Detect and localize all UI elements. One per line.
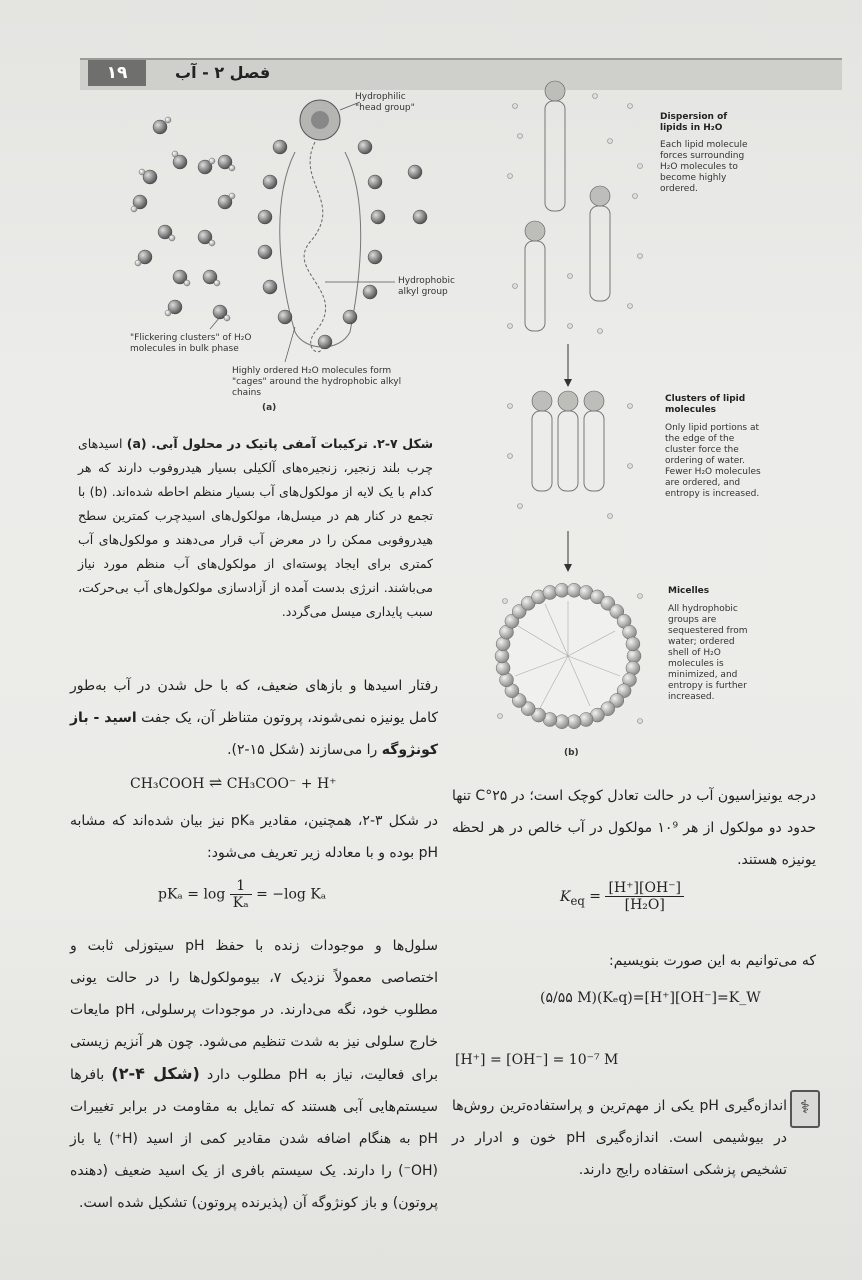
left-p3-text: سلول‌ها و موجودات زنده با حفظ pH سیتوزلی ثابت و اختصاصی معمولاً نزدیک ۷، بیومولکول‌ها را در حالت یونی مطلوب خود، نگه می‌دارند. در موجودات پرسلولی، pH مایعات خارج سلولی نیز به شدت تنظیم می‌شود. چون هر آنزیم زیستی برای فعالیت، نیاز به pH مطلوب دارد: [70, 938, 439, 1083]
clusters-text: Only lipid portions at the edge of the cluster force the ordering of water. Fewer H₂O molecules are ordered, and entropy is increased.: [665, 423, 761, 499]
dispersion-title: Dispersion of lipids in H₂O: [660, 112, 728, 133]
chapter-title: فصل ۲ - آب: [175, 63, 271, 82]
eq2-fraction: [230, 878, 252, 911]
left-paragraph-2: در شکل ۳-۲، همچنین، مقادیر pKₐ نیز بیان شده‌اند که مشابه pH بوده و با معادله زیر تعریف می‌شود:: [70, 813, 439, 861]
eq1-left: CH₃COOH: [130, 776, 205, 792]
figure-b: [490, 76, 840, 766]
left-p1-bold: اسید - باز کونژوگه: [70, 710, 438, 758]
right-paragraph-1: درجه یونیزاسیون آب در حالت تعادل کوچک است؛ در ۲۵°C تنها حدود دو مولکول از هر ۱۰⁹ مولکول در آب خالص در هر لحظه یونیزه هستند.: [452, 788, 816, 868]
equation-pka: [158, 878, 326, 911]
figure-caption: [78, 432, 433, 624]
micelle-head-group: [579, 713, 593, 727]
label-alkyl-group: Hydrophobic alkyl group: [398, 276, 455, 297]
equation-keq: $K_{eq}$ = $\frac{[H^+][OH^-]}{\text{[H₂O]}}$: [560, 880, 684, 913]
left-p3-bold: (شکل ۴-۲): [111, 1064, 200, 1083]
keq-sub: eq: [570, 893, 585, 908]
dispersion-text: Each lipid molecule forces surrounding H₂O molecules to become highly ordered.: [660, 140, 748, 194]
keq-symbol: [560, 888, 585, 908]
clusters-title: Clusters of lipid molecules: [665, 394, 746, 415]
micelle-head-group: [627, 649, 641, 663]
eq2-right: = −log Kₐ: [256, 886, 327, 903]
equation-acetic-acid: [130, 773, 337, 792]
right-paragraph-3: اندازه‌گیری pH یکی از مهم‌ترین و پراستفاده‌ترین روش‌ها در بیوشیمی است. اندازه‌گیری pH خون و ادرار در تشخیص پزشکی استفاده رایج دارند.: [452, 1098, 787, 1178]
caption-text: اسیدهای چرب بلند زنجیر، زنجیره‌های آلکیلی بسیار هیدروفوب دارند که هر کدام با یک لایه از مولکول‌های آب بسیار منظم احاطه شده‌اند. (b) با تجمع در کنار هم در میسل‌ها، مولکول‌های اسیدچرب کمترین سطح هیدروفوبی ممکن را در معرض آب قرار می‌دهند و مولکول‌های آب کمتری برای ایجاد پوسته‌ای از مولکول‌های آب منظم مورد نیاز می‌باشند. انرژی بدست آمده از آزادسازی مولکول‌های آب بی‌حرکت، سبب پایداری میسل می‌گردد.: [78, 436, 433, 619]
micelles-text: All hydrophobic groups are sequestered from water; ordered shell of H₂O molecules is minimized, and entropy is further increased.: [668, 604, 748, 702]
caduceus-icon: ⚕: [790, 1090, 820, 1128]
label-flickering-clusters: "Flickering clusters" of H₂O molecules in bulk phase: [130, 333, 252, 354]
micelle-head-group: [626, 637, 640, 651]
figure-a: [120, 92, 460, 417]
micelle-head-group: [555, 583, 569, 597]
micelle-head-group: [543, 586, 557, 600]
eq1-right: CH₃COO⁻ + H⁺: [226, 776, 337, 792]
panel-a-label: (a): [262, 403, 277, 413]
left-p1-end: را می‌سازند (شکل ۱۵-۲).: [227, 742, 382, 758]
label-head-group: Hydrophilic "head group": [355, 92, 415, 113]
micelle-head-group: [567, 715, 581, 729]
right-paragraph-2: که می‌توانیم به این صورت بنویسیم:: [609, 953, 816, 969]
label-cages: Highly ordered H₂O molecules form "cages" around the hydrophobic alkyl chains: [232, 366, 402, 398]
eq2-den: Kₐ: [232, 895, 249, 911]
left-p1-text: رفتار اسیدها و بازهای ضعیف، که با حل شدن در آب به‌طور کامل یونیزه نمی‌شوند، پروتون متناظر آن، یک جفت: [70, 678, 439, 726]
page-number: ۱۹: [88, 60, 146, 86]
left-paragraph-1: [70, 670, 438, 766]
caption-lead: شکل ۷-۲. ترکیبات آمفی پاتیک در محلول آبی. (a): [126, 436, 434, 451]
micelle-head-group: [555, 715, 569, 729]
keq-den: [H₂O]: [624, 897, 665, 913]
keq-fraction: [605, 880, 684, 913]
equation-neutral: [H⁺] = [OH⁻] = 10⁻⁷ M: [455, 1052, 619, 1068]
equation-kw: (۵/۵۵ M)(Kₑq)=[H⁺][OH⁻]=K_W: [540, 990, 761, 1006]
micelle-head-group: [495, 649, 509, 663]
left-paragraph-3: [70, 930, 438, 1219]
micelle-head-group: [567, 583, 581, 597]
eq2-left: pKₐ = log: [158, 886, 226, 903]
left-p3-end: بافرها سیستم‌هایی آبی هستند که تمایل به مقاومت در برابر تغییرات pH به هنگام اضافه شدن مقادیر کمی از اسید (H⁺) یا باز (OH⁻) را دارند. یک سیستم بافری از یک اسید ضعیف (دهنده پروتون) و باز کونژوگه آن (پذیرنده پروتون) تشکیل شده است.: [70, 1067, 438, 1211]
micelle-head-group: [496, 661, 510, 675]
equilibrium-arrow-icon: ⇌: [208, 773, 223, 792]
micelles-title: Micelles: [668, 586, 710, 596]
keq-num: [H⁺][OH⁻]: [605, 880, 684, 897]
panel-b-label: (b): [564, 748, 579, 758]
eq2-num: 1: [230, 878, 252, 895]
keq-k: K: [560, 888, 571, 905]
